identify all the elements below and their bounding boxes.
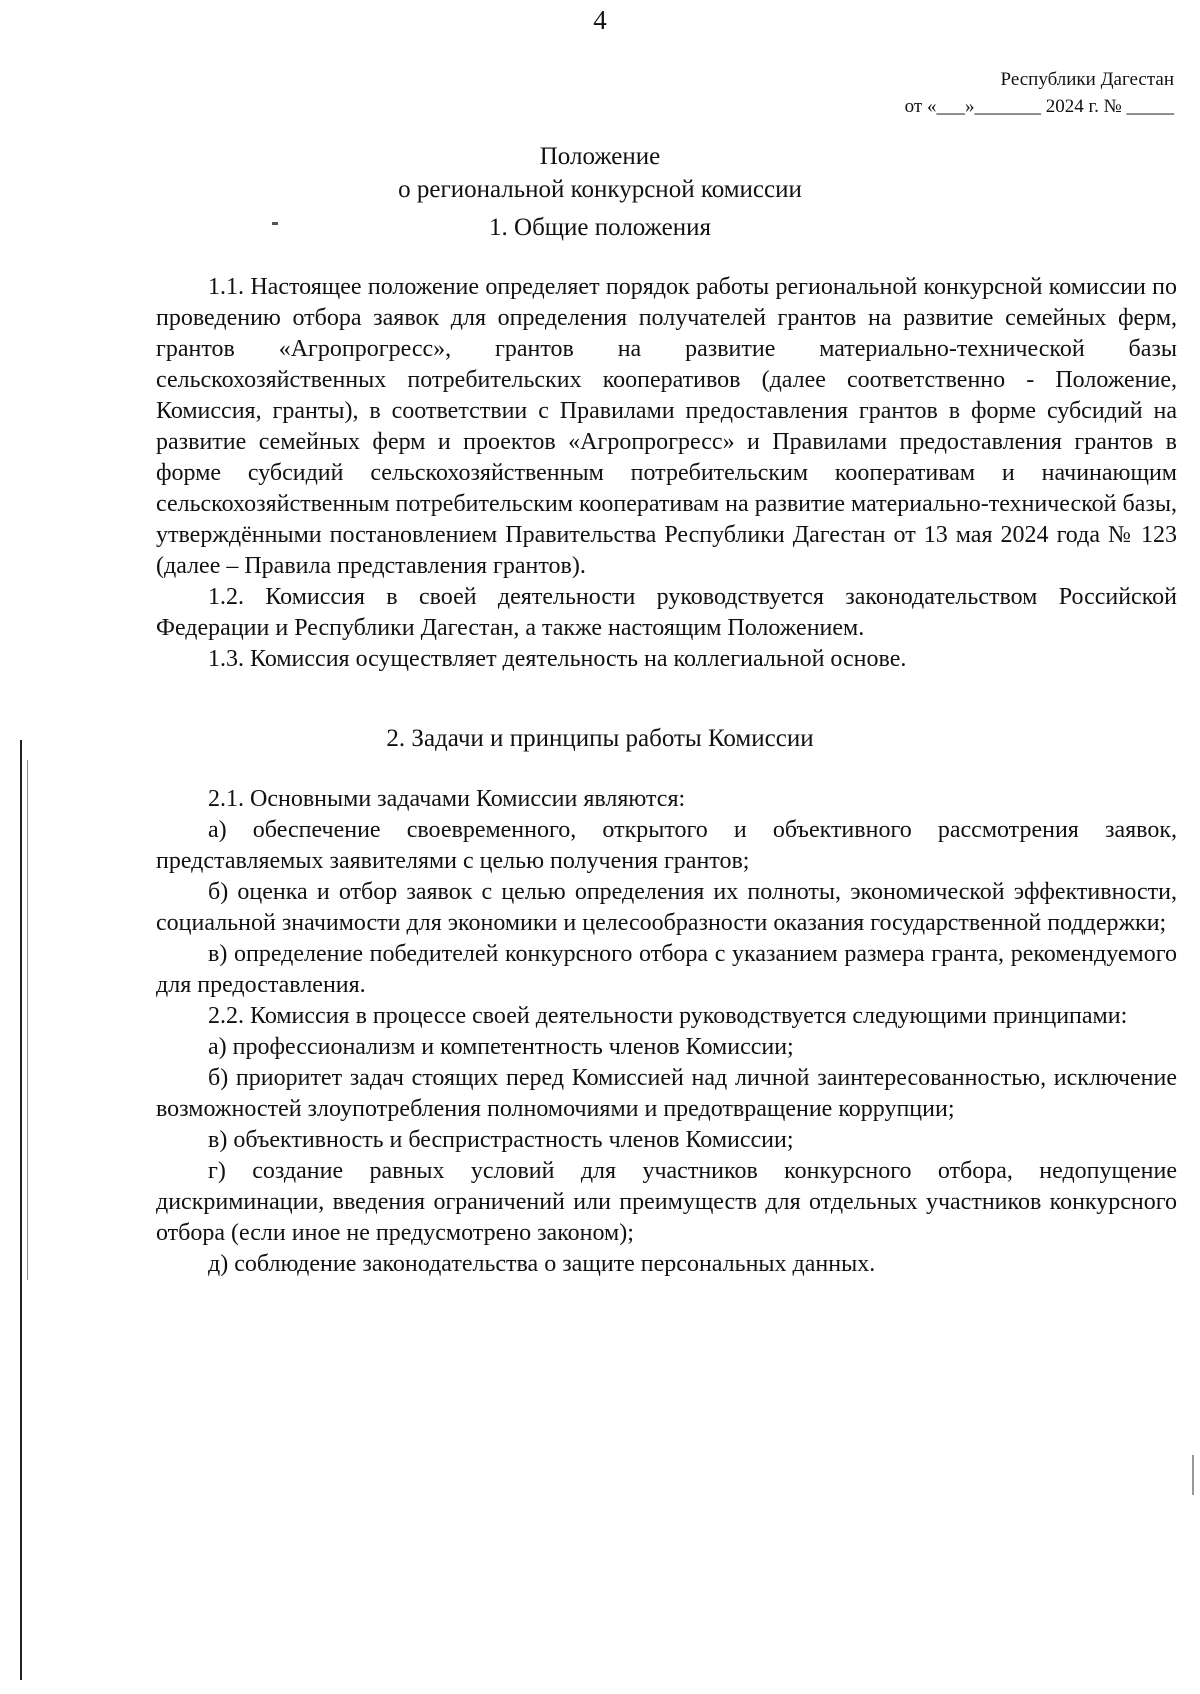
paragraph-1-2: 1.2. Комиссия в своей деятельности руководствуется законодательством Российской Федерации и Республики Дагестан, а также настоящим Положением. <box>156 584 1177 641</box>
paragraph-2-2-b: б) приоритет задач стоящих перед Комиссией над личной заинтересованностью, исключение возможностей злоупотребления полномочиями и предотвращение коррупции; <box>156 1065 1177 1122</box>
document-title <box>0 140 1200 206</box>
section-2-heading: 2. Задачи и принципы работы Комиссии <box>386 725 814 752</box>
paragraph-2-1-b: б) оценка и отбор заявок с целью определения их полноты, экономической эффективности, социальной значимости для экономики и целесообразности оказания государственной поддержки; <box>156 879 1177 936</box>
header-region: Республики Дагестан <box>1000 69 1174 90</box>
paragraph-2-1-c: в) определение победителей конкурсного отбора с указанием размера гранта, рекомендуемого для предоставления. <box>156 941 1177 998</box>
paragraph-2-2-a: а) профессионализм и компетентность членов Комиссии; <box>208 1034 794 1060</box>
scan-binding-shadow <box>27 760 28 1280</box>
paragraph-2-1: 2.1. Основными задачами Комиссии являются: <box>208 786 686 812</box>
section-2-body <box>156 784 1177 1280</box>
document-header <box>905 66 1174 120</box>
paragraph-2-2: 2.2. Комиссия в процессе своей деятельности руководствуется следующими принципами: <box>208 1003 1128 1029</box>
scan-binding-edge <box>20 740 22 1680</box>
paragraph-1-1: 1.1. Настоящее положение определяет порядок работы региональной конкурсной комиссии по проведению отбора заявок для определения получателей грантов на развитие семейных ферм, грантов «Агропрогресс», грантов на развитие материально-технической базы сельскохозяйственных потребительских кооперативов (далее соответственно - Положение, Комиссия, гранты), в соответствии с Правилами предоставления грантов в форме субсидий на развитие семейных ферм и проектов «Агропрогресс» и Правилами предоставления грантов в форме субсидий сельскохозяйственным потребительским кооперативам и начинающим сельскохозяйственным потребительским кооперативам на развитие материально-технической базы, утверждёнными постановлением Правительства Республики Дагестан от 13 мая 2024 года № 123 (далее – Правила представления грантов). <box>156 274 1177 579</box>
paragraph-2-1-a: а) обеспечение своевременного, открытого и объективного рассмотрения заявок, представляемых заявителями с целью получения грантов; <box>156 817 1177 874</box>
paragraph-2-2-c: в) объективность и беспристрастность членов Комиссии; <box>208 1127 794 1153</box>
paragraph-2-2-e: д) соблюдение законодательства о защите персональных данных. <box>208 1251 876 1277</box>
paragraph-2-2-d: г) создание равных условий для участников конкурсного отбора, недопущение дискриминации, введения ограничений или преимуществ для отдельных участников конкурсного отбора (если иное не предусмотрено законом); <box>156 1158 1177 1246</box>
title-line-1: Положение <box>539 143 661 170</box>
page-number: 4 <box>593 5 607 35</box>
scan-edge-mark <box>1192 1455 1194 1495</box>
paragraph-1-3: 1.3. Комиссия осуществляет деятельность на коллегиальной основе. <box>208 646 907 672</box>
scan-speck <box>272 222 278 225</box>
section-1-heading: 1. Общие положения <box>489 214 711 241</box>
section-1-body <box>156 272 1177 675</box>
title-line-2: о региональной конкурсной комиссии <box>398 176 802 203</box>
header-date-number: от «___»_______ 2024 г. № _____ <box>904 96 1174 117</box>
